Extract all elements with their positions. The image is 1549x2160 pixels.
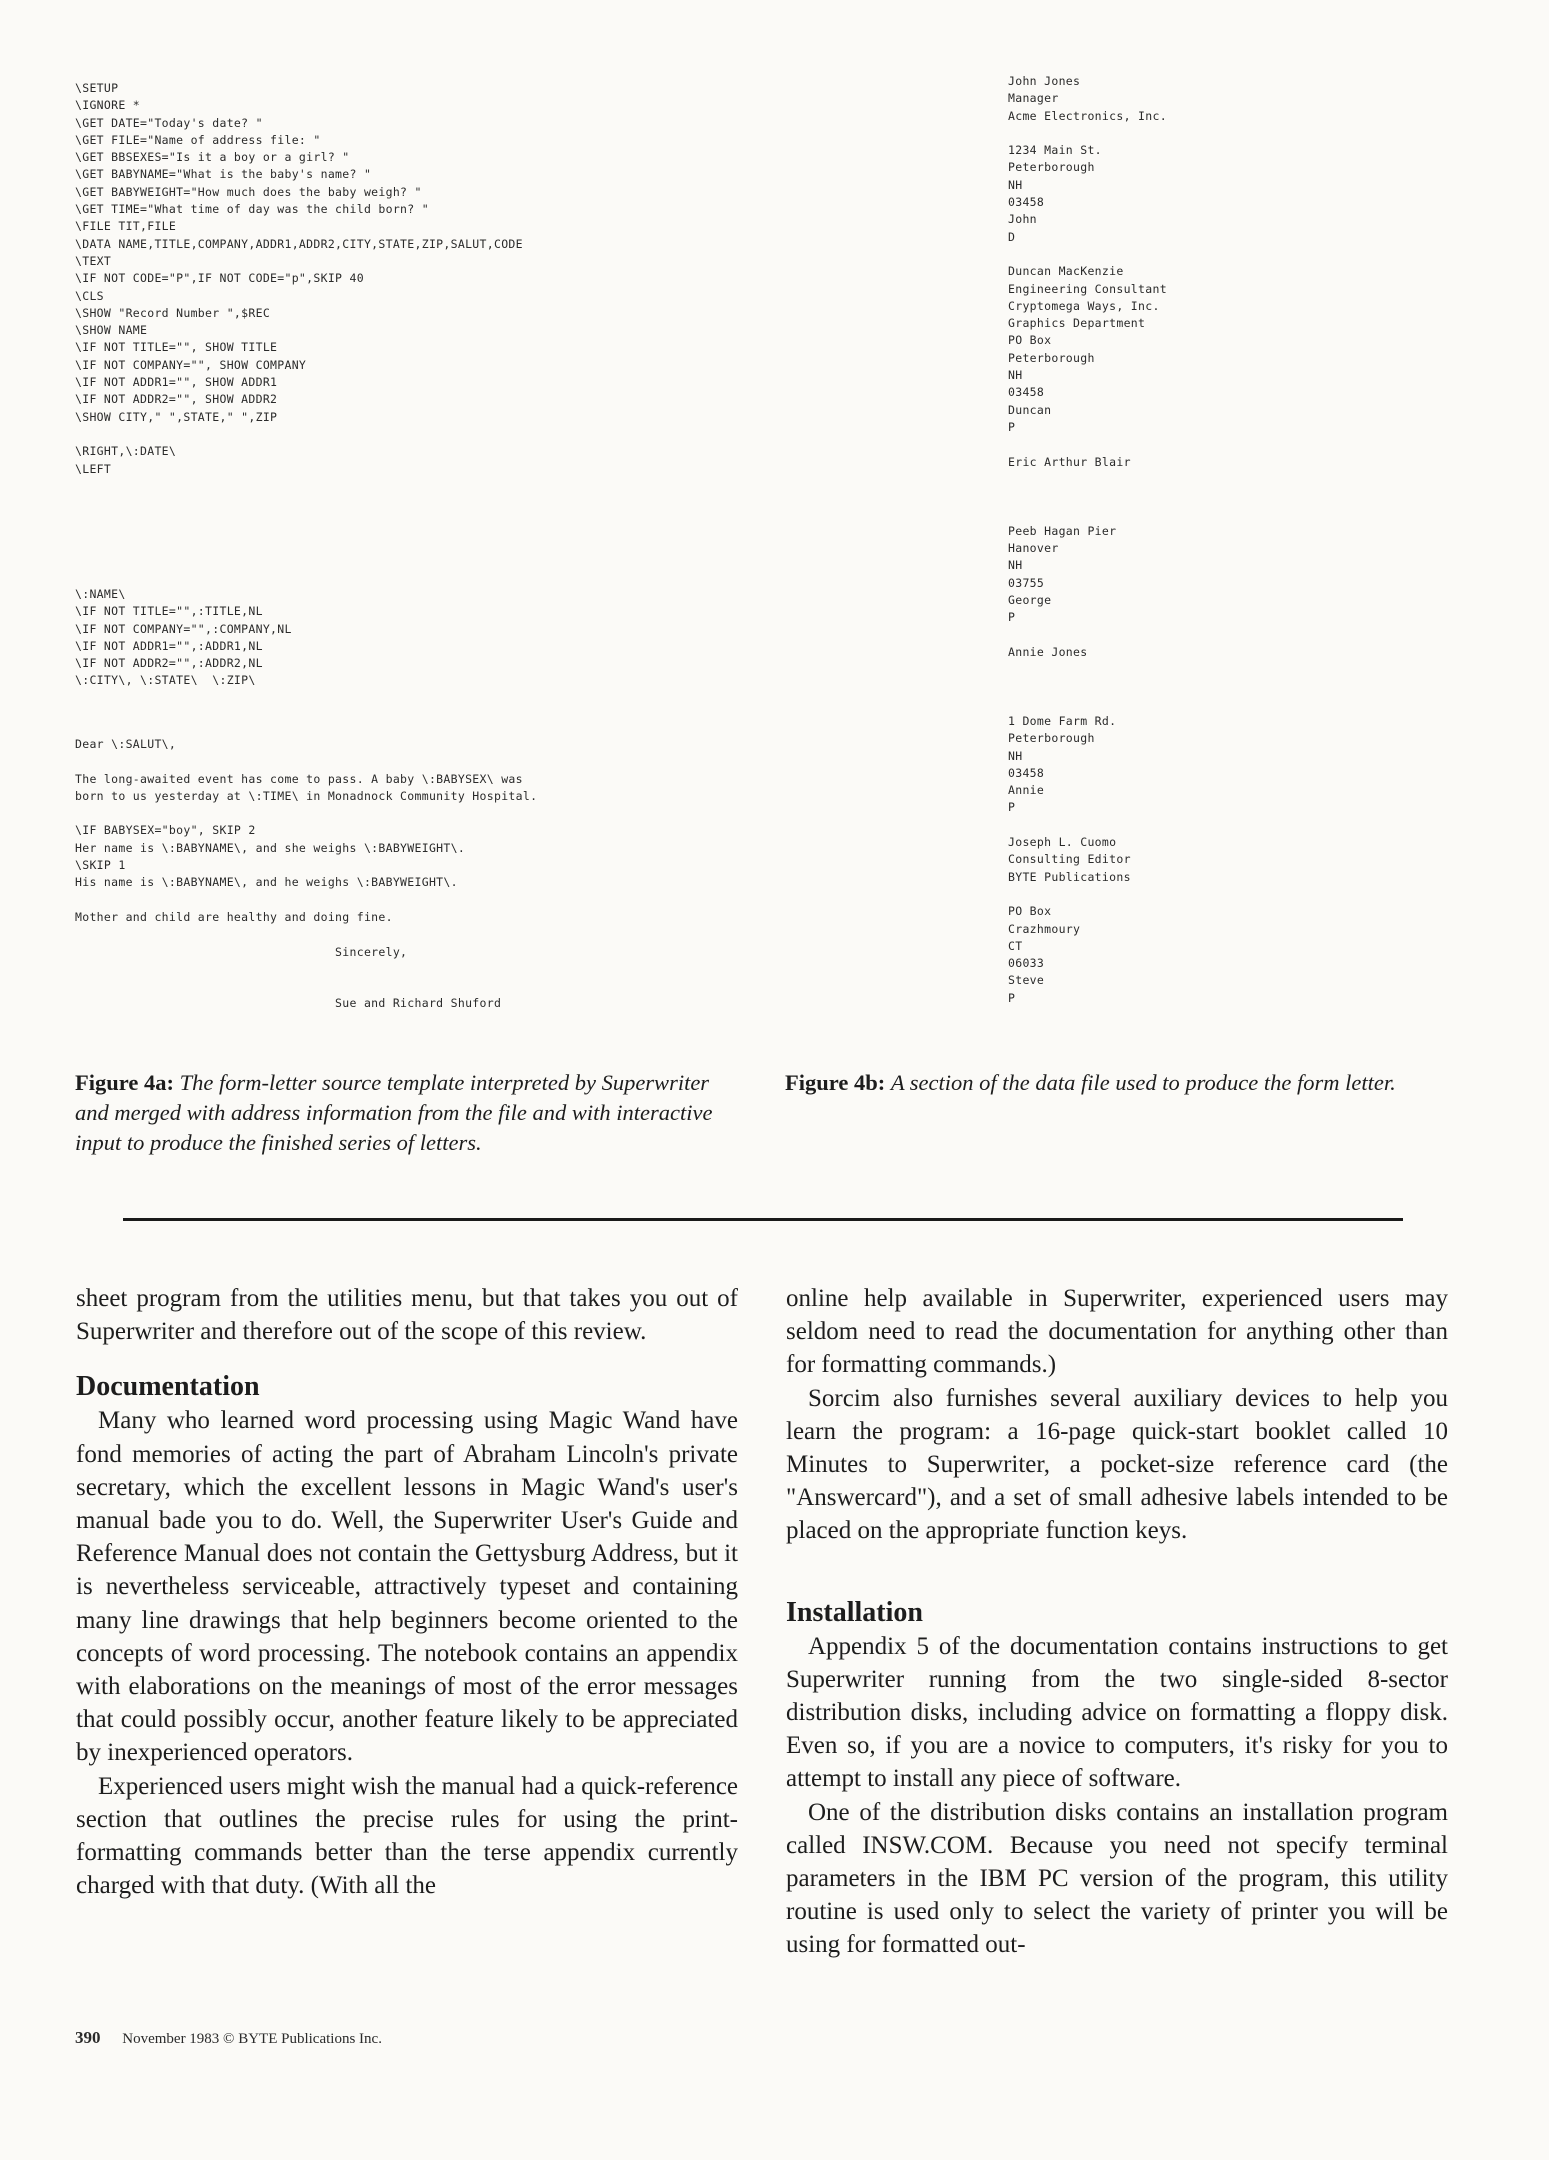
paragraph: One of the distribution disks contains an installation program called INSW.COM. Because you need not specify terminal parameters in the IBM PC version of the program, this utility routine is used only to select the variety of printer you will be using for formatted out- [786,1798,1448,1959]
form-letter-template-body: Dear \:SALUT\, The long-awaited event has come to pass. A baby \:BABYSEX\ was born to us yesterday at \:TIME\ in Monadnock Community Hospital. \IF BABYSEX="boy", SKIP 2 Her name is \:BABYNAME\, and she weighs \:BABYWEIGHT\. \SKIP 1 His name is \:BABYNAME\, and he weighs \:BABYWEIGHT\. Mother and child are healthy and doing fine. Sincerely, Sue and Richard Shuford [75,737,538,1011]
figure-4b-caption [785,1068,1485,1098]
figure-4b-label: Figure 4b: [785,1070,886,1095]
figure-4a-caption [75,1068,745,1158]
heading-installation: Installation [786,1596,923,1628]
page-number: 390 [75,2028,101,2047]
form-letter-template-address: \:NAME\ \IF NOT TITLE="",:TITLE,NL \IF NOT COMPANY="",:COMPANY,NL \IF NOT ADDR1="",:ADDR1,NL \IF NOT ADDR2="",:ADDR2,NL \:CITY\, \:STATE\ \:ZIP\ [75,587,292,688]
paragraph: online help available in Superwriter, experienced users may seldom need to read the documentation for anything other than for formatting commands.) [786,1285,1448,1379]
page-footer [75,2028,382,2048]
data-file-listing: John Jones Manager Acme Electronics, Inc. 1234 Main St. Peterborough NH 03458 John D Duncan MacKenzie Engineering Consultant Cryptomega Ways, Inc. Graphics Department PO Box Peterborough NH 03458 Duncan P Eric Arthur Blair Peeb Hagan Pier Hanover NH 03755 George P Annie Jones 1 Dome Farm Rd. Peterborough NH 03458 Annie P Joseph L. Cuomo Consulting Editor BYTE Publications PO Box Crazhmoury CT 06033 Steve P [1008,74,1167,1005]
paragraph: Experienced users might wish the manual had a quick-reference section that outlines the precise rules for using the print-formatting commands better than the terse appendix currently charged with that duty. (With all the [76,1772,739,1900]
figure-4b-text: A section of the data file used to produce the form letter. [890,1070,1396,1095]
paragraph: Appendix 5 of the documentation contains instructions to get Superwriter running from the two single-sided 8-sector distribution disks, including advice on formatting a floppy disk. Even so, if you are a novice to computers, it's risky for you to attempt to install any piece of software. [786,1632,1448,1793]
section-divider [123,1218,1403,1221]
footer-credit: November 1983 © BYTE Publications Inc. [122,2031,382,2047]
article-column-right [786,1282,1448,1962]
form-letter-template-setup: \SETUP \IGNORE * \GET DATE="Today's date? " \GET FILE="Name of address file: " \GET BBSEXES="Is it a boy or a girl? " \GET BABYNAME="What is the baby's name? " \GET BABYWEIGHT="How much does the baby weigh? " \GET TIME="What time of day was the child born? " \FILE TIT,FILE \DATA NAME,TITLE,COMPANY,ADDR1,ADDR2,CITY,STATE,ZIP,SALUT,CODE \TEXT \IF NOT CODE="P",IF NOT CODE="p",SKIP 40 \CLS \SHOW "Record Number ",$REC \SHOW NAME \IF NOT TITLE="", SHOW TITLE \IF NOT COMPANY="", SHOW COMPANY \IF NOT ADDR1="", SHOW ADDR1 \IF NOT ADDR2="", SHOW ADDR2 \SHOW CITY," ",STATE," ",ZIP \RIGHT,\:DATE\ \LEFT [75,81,523,476]
spacer [786,1548,1448,1574]
paragraph: Many who learned word processing using Magic Wand have fond memories of acting the part of Abraham Lincoln's private secretary, which the excellent lessons in Magic Wand's user's manual bade you to do. Well, the Superwriter User's Guide and Reference Manual does not contain the Gettysburg Address, but it is nevertheless serviceable, attractively typeset and containing many line drawings that help beginners become oriented to the concepts of word processing. The notebook contains an appendix with elaborations on the meanings of most of the error messages that could possibly occur, another feature likely to be appreciated by inexperienced operators. [76,1407,738,1767]
figure-4a-text: The form-letter source template interpreted by Superwriter and merged with address information from the file and with interactive input to produce the finished series of letters. [75,1070,713,1155]
paragraph: sheet program from the utilities menu, but that takes you out of Superwriter and therefore out of the scope of this review. [76,1285,738,1346]
article-column-left [76,1282,738,1902]
figure-4a-label: Figure 4a: [75,1070,174,1095]
paragraph: Sorcim also furnishes several auxiliary devices to help you learn the program: a 16-page quick-start booklet called 10 Minutes to Superwriter, a pocket-size reference card (the "Answercard"), and a set of small adhesive labels intended to be placed on the appropriate function keys. [786,1384,1448,1545]
heading-documentation: Documentation [76,1371,260,1403]
